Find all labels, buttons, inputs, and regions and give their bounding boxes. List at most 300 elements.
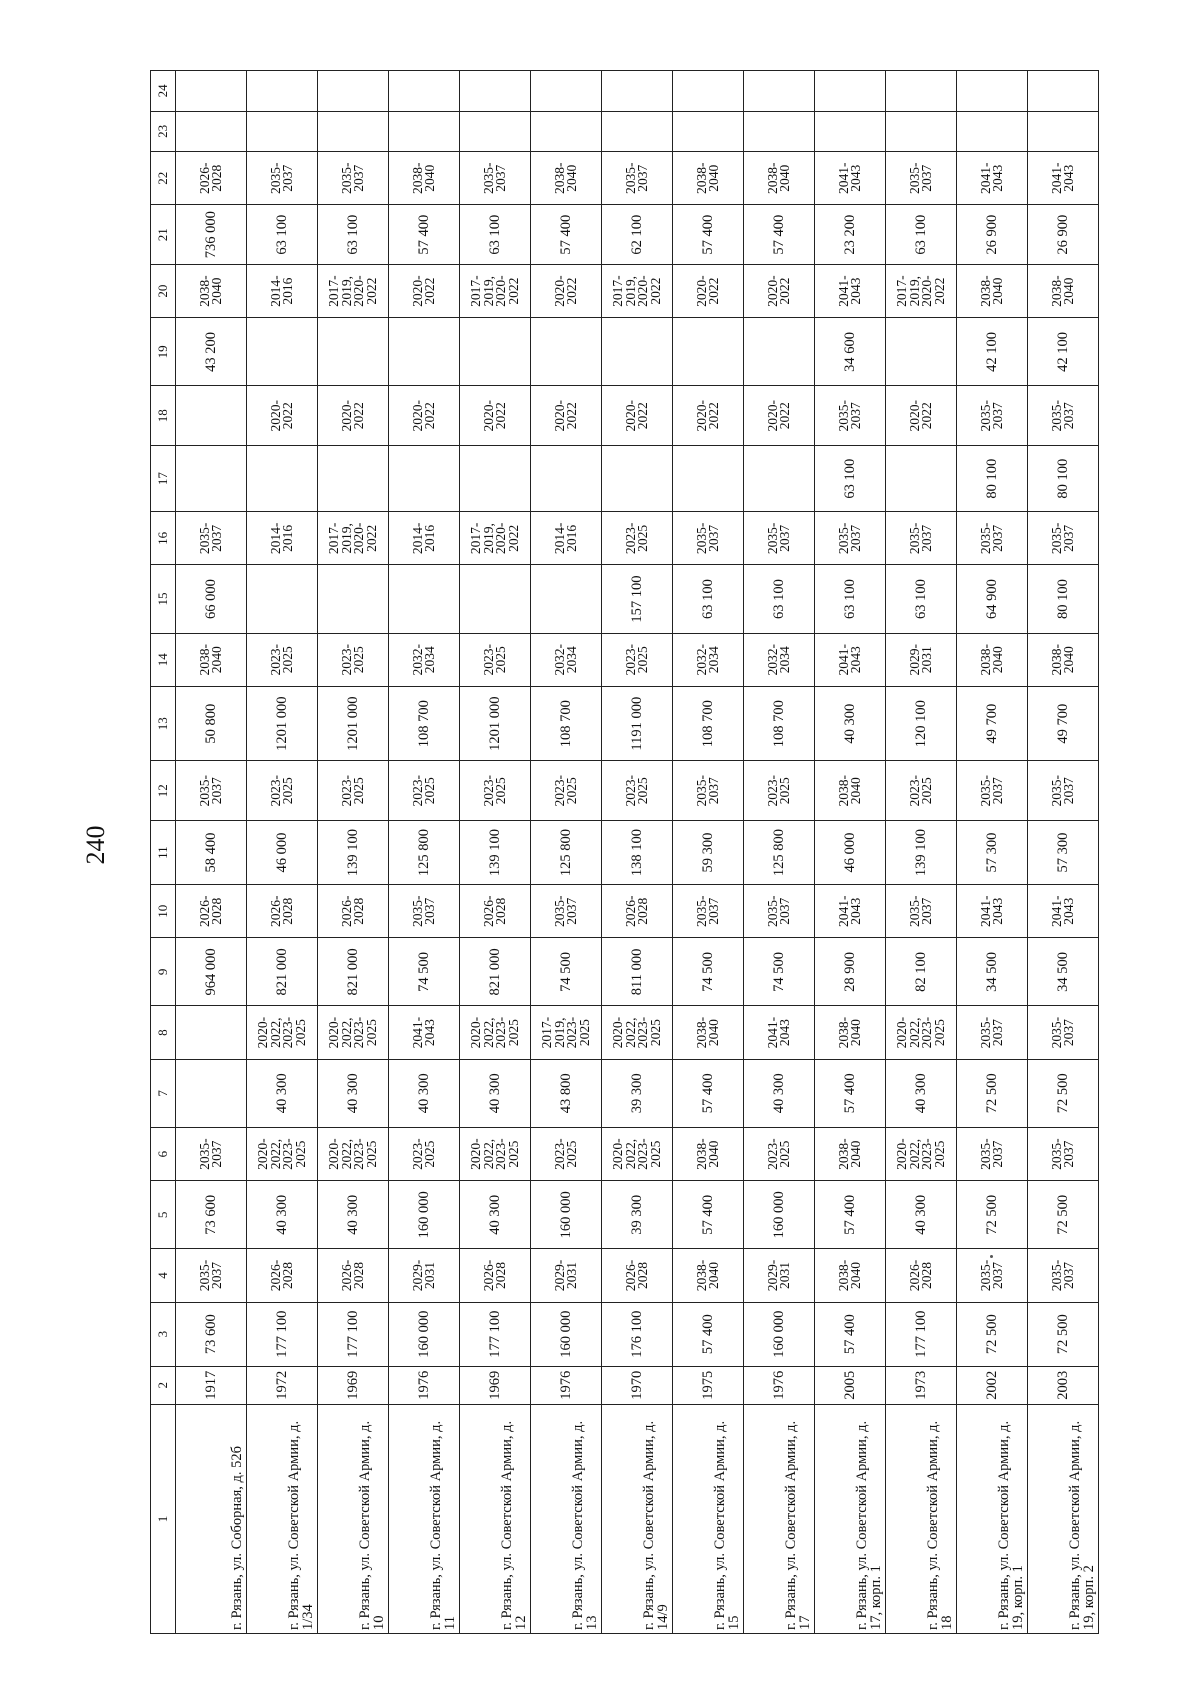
period-cell: 2023-2025	[531, 1127, 602, 1180]
cost-cell	[602, 318, 673, 386]
cost-cell	[886, 71, 957, 112]
period-cell: 2023-2025	[602, 633, 673, 686]
cost-cell	[247, 71, 318, 112]
cost-cell: 40 300	[318, 1059, 389, 1127]
table-row	[673, 71, 744, 1634]
period-cell: 2038-2040	[815, 1006, 886, 1059]
period-cell: 2038-2040	[673, 152, 744, 205]
column-number: 23	[151, 111, 176, 151]
cost-cell: 58 400	[176, 821, 247, 885]
cost-cell	[176, 386, 247, 446]
cost-cell: 160 000	[389, 1302, 460, 1366]
build-year-cell: 1972	[247, 1366, 318, 1404]
period-cell: 2020-2022	[673, 386, 744, 446]
period-cell: 2035-2037	[1028, 512, 1099, 565]
period-cell: 2026-2028	[176, 152, 247, 205]
cost-cell: 821 000	[460, 938, 531, 1006]
address-cell: г. Рязань, ул. Соборная, д. 52б	[176, 1404, 247, 1633]
period-cell: 2026-2028	[886, 1249, 957, 1302]
address-cell: г. Рязань, ул. Советской Армии, д. 17, корп. 1	[815, 1404, 886, 1633]
cost-cell: 72 500	[957, 1059, 1028, 1127]
period-cell: 2017-2019, 2020-2022	[460, 512, 531, 565]
address-cell: г. Рязань, ул. Советской Армии, д. 14/9	[602, 1404, 673, 1633]
column-number-row	[151, 71, 176, 1634]
cost-cell	[318, 565, 389, 633]
period-cell: 2017-2019, 2020-2022	[886, 265, 957, 318]
cost-cell: 57 400	[673, 205, 744, 265]
table-row	[957, 71, 1028, 1634]
cost-cell: 108 700	[531, 686, 602, 761]
period-cell: 2035-2037	[815, 512, 886, 565]
period-cell: 2035-2037	[176, 1127, 247, 1180]
period-cell: 2020-2022, 2023-2025	[247, 1127, 318, 1180]
period-cell: 2035-2037	[247, 152, 318, 205]
cost-cell	[815, 111, 886, 151]
cost-cell	[744, 71, 815, 112]
cost-cell	[176, 1006, 247, 1059]
period-cell: 2038-2040	[673, 1127, 744, 1180]
cost-cell	[460, 446, 531, 512]
period-cell: 2020-2022, 2023-2025	[602, 1127, 673, 1180]
period-cell: 2023-2025	[389, 1127, 460, 1180]
address-cell: г. Рязань, ул. Советской Армии, д. 15	[673, 1404, 744, 1633]
cost-cell	[531, 565, 602, 633]
cost-cell: 57 400	[744, 205, 815, 265]
cost-cell	[389, 111, 460, 151]
cost-cell: 42 100	[1028, 318, 1099, 386]
cost-cell: 63 100	[744, 565, 815, 633]
period-cell: 2017-2019, 2020-2022	[460, 265, 531, 318]
period-cell: 2029-2031	[744, 1249, 815, 1302]
table-row	[1028, 71, 1099, 1634]
cost-cell	[247, 446, 318, 512]
period-cell: 2038-2040	[1028, 265, 1099, 318]
cost-cell	[176, 1059, 247, 1127]
period-cell: 2026-2028	[247, 1249, 318, 1302]
scan-speck	[990, 1255, 993, 1258]
cost-cell	[744, 318, 815, 386]
cost-cell	[886, 446, 957, 512]
period-cell: 2017-2019, 2020-2022	[318, 265, 389, 318]
cost-cell: 74 500	[673, 938, 744, 1006]
cost-cell: 34 500	[957, 938, 1028, 1006]
cost-cell	[602, 71, 673, 112]
cost-cell: 177 100	[886, 1302, 957, 1366]
column-number: 17	[151, 446, 176, 512]
period-cell: 2023-2025	[531, 761, 602, 821]
address-cell: г. Рязань, ул. Советской Армии, д. 1/34	[247, 1404, 318, 1633]
period-cell: 2020-2022	[744, 386, 815, 446]
period-cell: 2035-2037	[744, 512, 815, 565]
build-year-cell: 1917	[176, 1366, 247, 1404]
build-year-cell: 1969	[460, 1366, 531, 1404]
cost-cell	[1028, 111, 1099, 151]
period-cell: 2020-2022, 2023-2025	[460, 1006, 531, 1059]
column-number: 4	[151, 1249, 176, 1302]
cost-cell: 40 300	[744, 1059, 815, 1127]
cost-cell: 63 100	[886, 565, 957, 633]
cost-cell	[389, 565, 460, 633]
period-cell: 2035-2037	[176, 761, 247, 821]
cost-cell: 40 300	[389, 1059, 460, 1127]
period-cell: 2023-2025	[460, 761, 531, 821]
period-cell: 2035-2037	[1028, 386, 1099, 446]
cost-cell: 120 100	[886, 686, 957, 761]
period-cell: 2020-2022	[389, 386, 460, 446]
period-cell: 2023-2025	[247, 761, 318, 821]
cost-cell: 64 900	[957, 565, 1028, 633]
cost-cell	[531, 446, 602, 512]
period-cell: 2020-2022	[460, 386, 531, 446]
period-cell: 2029-2031	[886, 633, 957, 686]
column-number: 19	[151, 318, 176, 386]
period-cell: 2014-2016	[247, 512, 318, 565]
period-cell: 2035-2037	[886, 512, 957, 565]
period-cell: 2020-2022	[247, 386, 318, 446]
period-cell: 2023-2025	[602, 761, 673, 821]
period-cell: 2029-2031	[389, 1249, 460, 1302]
column-number: 22	[151, 152, 176, 205]
period-cell: 2023-2025	[318, 761, 389, 821]
table-row	[815, 71, 886, 1634]
build-year-cell: 2003	[1028, 1366, 1099, 1404]
period-cell: 2017-2019, 2020-2022	[602, 265, 673, 318]
period-cell: 2023-2025	[602, 512, 673, 565]
cost-cell: 57 400	[673, 1181, 744, 1249]
period-cell: 2035-2037	[1028, 1127, 1099, 1180]
cost-cell	[318, 111, 389, 151]
address-cell: г. Рязань, ул. Советской Армии, д. 12	[460, 1404, 531, 1633]
column-number: 6	[151, 1127, 176, 1180]
cost-cell: 40 300	[886, 1181, 957, 1249]
cost-cell: 42 100	[957, 318, 1028, 386]
period-cell: 2035-2037	[176, 1249, 247, 1302]
cost-cell: 108 700	[389, 686, 460, 761]
column-number: 2	[151, 1366, 176, 1404]
address-cell: г. Рязань, ул. Советской Армии, д. 11	[389, 1404, 460, 1633]
cost-cell: 34 500	[1028, 938, 1099, 1006]
cost-cell	[389, 318, 460, 386]
cost-cell: 80 100	[957, 446, 1028, 512]
period-cell: 2038-2040	[673, 1006, 744, 1059]
table-row	[602, 71, 673, 1634]
period-cell: 2020-2022	[318, 386, 389, 446]
cost-cell: 46 000	[247, 821, 318, 885]
cost-cell: 72 500	[1028, 1181, 1099, 1249]
period-cell: 2023-2025	[460, 633, 531, 686]
cost-cell	[744, 446, 815, 512]
cost-cell: 57 400	[815, 1181, 886, 1249]
period-cell: 2014-2016	[531, 512, 602, 565]
period-cell: 2041-2043	[815, 633, 886, 686]
period-cell: 2023-2025	[247, 633, 318, 686]
period-cell: 2041-2043	[1028, 152, 1099, 205]
cost-cell	[247, 565, 318, 633]
period-cell: 2041-2043	[957, 885, 1028, 938]
period-cell: 2020-2022, 2023-2025	[602, 1006, 673, 1059]
cost-cell: 74 500	[744, 938, 815, 1006]
period-cell: 2038-2040	[815, 1127, 886, 1180]
table-row	[247, 71, 318, 1634]
cost-cell: 160 000	[531, 1181, 602, 1249]
cost-cell: 108 700	[673, 686, 744, 761]
period-cell: 2020-2022	[602, 386, 673, 446]
period-cell: 2035-2037	[531, 885, 602, 938]
page-number: 240	[81, 825, 110, 865]
period-cell: 2035-2037	[318, 152, 389, 205]
cost-cell: 736 000	[176, 205, 247, 265]
cost-cell: 34 600	[815, 318, 886, 386]
cost-cell: 59 300	[673, 821, 744, 885]
column-number: 24	[151, 71, 176, 112]
period-cell: 2020-2022, 2023-2025	[247, 1006, 318, 1059]
cost-cell	[460, 565, 531, 633]
period-cell: 2017-2019, 2023-2025	[531, 1006, 602, 1059]
cost-cell: 177 100	[318, 1302, 389, 1366]
period-cell: 2026-2028	[247, 885, 318, 938]
cost-cell: 177 100	[460, 1302, 531, 1366]
table-row	[531, 71, 602, 1634]
period-cell: 2014-2016	[247, 265, 318, 318]
cost-cell: 63 100	[815, 446, 886, 512]
period-cell: 2029-2031	[531, 1249, 602, 1302]
cost-cell: 125 800	[744, 821, 815, 885]
cost-cell: 177 100	[247, 1302, 318, 1366]
period-cell: 2020-2022	[531, 265, 602, 318]
cost-cell: 57 400	[531, 205, 602, 265]
period-cell: 2020-2022, 2023-2025	[460, 1127, 531, 1180]
cost-cell: 811 000	[602, 938, 673, 1006]
cost-cell: 1201 000	[247, 686, 318, 761]
cost-cell: 160 000	[744, 1302, 815, 1366]
period-cell: 2035-2037	[1028, 1006, 1099, 1059]
cost-cell: 1201 000	[460, 686, 531, 761]
period-cell: 2038-2040	[815, 761, 886, 821]
cost-cell: 160 000	[744, 1181, 815, 1249]
column-number: 1	[151, 1404, 176, 1633]
cost-cell	[460, 111, 531, 151]
cost-cell: 160 000	[531, 1302, 602, 1366]
build-year-cell: 1976	[531, 1366, 602, 1404]
cost-cell	[744, 111, 815, 151]
period-cell: 2035-2037	[673, 761, 744, 821]
table-row	[886, 71, 957, 1634]
cost-cell: 108 700	[744, 686, 815, 761]
period-cell: 2020-2022	[673, 265, 744, 318]
cost-cell: 82 100	[886, 938, 957, 1006]
period-cell: 2023-2025	[886, 761, 957, 821]
cost-cell: 74 500	[389, 938, 460, 1006]
cost-cell: 57 300	[957, 821, 1028, 885]
address-cell: г. Рязань, ул. Советской Армии, д. 13	[531, 1404, 602, 1633]
column-number: 9	[151, 938, 176, 1006]
period-cell: 2035-2037	[1028, 1249, 1099, 1302]
period-cell: 2035-2037	[389, 885, 460, 938]
cost-cell: 80 100	[1028, 446, 1099, 512]
cost-cell: 40 300	[815, 686, 886, 761]
cost-cell: 176 100	[602, 1302, 673, 1366]
build-year-cell: 1969	[318, 1366, 389, 1404]
cost-cell: 40 300	[460, 1059, 531, 1127]
period-cell: 2041-2043	[389, 1006, 460, 1059]
build-year-cell: 1973	[886, 1366, 957, 1404]
column-number: 10	[151, 885, 176, 938]
cost-cell: 26 900	[1028, 205, 1099, 265]
cost-cell: 74 500	[531, 938, 602, 1006]
period-cell: 2023-2025	[744, 1127, 815, 1180]
period-cell: 2035-2037	[886, 152, 957, 205]
cost-cell: 821 000	[247, 938, 318, 1006]
cost-cell	[531, 111, 602, 151]
period-cell: 2026-2028	[460, 885, 531, 938]
cost-cell: 50 800	[176, 686, 247, 761]
rotated-table-frame	[150, 70, 1097, 1634]
cost-cell	[389, 71, 460, 112]
cost-cell: 39 300	[602, 1059, 673, 1127]
cost-cell: 63 100	[318, 205, 389, 265]
period-cell: 2038-2040	[673, 1249, 744, 1302]
period-cell: 2035-2037	[886, 885, 957, 938]
period-cell: 2023-2025	[744, 761, 815, 821]
period-cell: 2035-2037	[815, 386, 886, 446]
cost-cell: 80 100	[1028, 565, 1099, 633]
cost-cell: 57 400	[673, 1059, 744, 1127]
cost-cell	[531, 71, 602, 112]
address-cell: г. Рязань, ул. Советской Армии, д. 19, корп. 1	[957, 1404, 1028, 1633]
period-cell: 2014-2016	[389, 512, 460, 565]
column-number: 14	[151, 633, 176, 686]
period-cell: 2023-2025	[318, 633, 389, 686]
period-cell: 2035-2037	[957, 512, 1028, 565]
cost-cell: 139 100	[318, 821, 389, 885]
address-cell: г. Рязань, ул. Советской Армии, д. 17	[744, 1404, 815, 1633]
cost-cell: 40 300	[247, 1181, 318, 1249]
cost-cell	[886, 111, 957, 151]
cost-cell	[602, 111, 673, 151]
cost-cell: 72 500	[957, 1302, 1028, 1366]
period-cell: 2038-2040	[1028, 633, 1099, 686]
period-cell: 2035-2037	[957, 1249, 1028, 1302]
period-cell: 2026-2028	[460, 1249, 531, 1302]
column-number: 11	[151, 821, 176, 885]
column-number: 12	[151, 761, 176, 821]
cost-cell	[318, 318, 389, 386]
address-cell: г. Рязань, ул. Советской Армии, д. 19, корп. 2	[1028, 1404, 1099, 1633]
period-cell: 2020-2022, 2023-2025	[318, 1006, 389, 1059]
cost-cell	[602, 446, 673, 512]
cost-cell: 49 700	[1028, 686, 1099, 761]
cost-cell: 63 100	[815, 565, 886, 633]
cost-cell: 63 100	[460, 205, 531, 265]
cost-cell: 63 100	[247, 205, 318, 265]
period-cell: 2035-2037	[744, 885, 815, 938]
cost-cell: 63 100	[673, 565, 744, 633]
column-number: 3	[151, 1302, 176, 1366]
period-cell: 2035-2037	[957, 761, 1028, 821]
build-year-cell: 2002	[957, 1366, 1028, 1404]
cost-cell	[673, 318, 744, 386]
cost-cell: 1191 000	[602, 686, 673, 761]
period-cell: 2038-2040	[176, 265, 247, 318]
cost-cell: 43 800	[531, 1059, 602, 1127]
table-row	[389, 71, 460, 1634]
cost-cell: 46 000	[815, 821, 886, 885]
build-year-cell: 1976	[744, 1366, 815, 1404]
cost-cell: 57 400	[815, 1059, 886, 1127]
table-row	[318, 71, 389, 1634]
cost-cell: 26 900	[957, 205, 1028, 265]
table-row	[744, 71, 815, 1634]
period-cell: 2032-2034	[389, 633, 460, 686]
period-cell: 2020-2022	[531, 386, 602, 446]
period-cell: 2038-2040	[531, 152, 602, 205]
cost-cell: 72 500	[1028, 1059, 1099, 1127]
cost-cell	[886, 318, 957, 386]
cost-cell: 43 200	[176, 318, 247, 386]
period-cell: 2035-2037	[673, 885, 744, 938]
period-cell: 2035-2037	[957, 386, 1028, 446]
cost-cell	[389, 446, 460, 512]
period-cell: 2026-2028	[176, 885, 247, 938]
period-cell: 2032-2034	[531, 633, 602, 686]
period-cell: 2020-2022, 2023-2025	[886, 1127, 957, 1180]
period-cell: 2020-2022, 2023-2025	[318, 1127, 389, 1180]
cost-cell: 28 900	[815, 938, 886, 1006]
column-number: 16	[151, 512, 176, 565]
cost-cell	[531, 318, 602, 386]
cost-cell: 73 600	[176, 1302, 247, 1366]
period-cell: 2041-2043	[1028, 885, 1099, 938]
period-cell: 2041-2043	[815, 885, 886, 938]
cost-cell: 964 000	[176, 938, 247, 1006]
cost-cell	[673, 111, 744, 151]
column-number: 18	[151, 386, 176, 446]
address-cell: г. Рязань, ул. Советской Армии, д. 10	[318, 1404, 389, 1633]
period-cell: 2026-2028	[318, 1249, 389, 1302]
cost-cell: 139 100	[886, 821, 957, 885]
period-cell: 2035-2037	[957, 1127, 1028, 1180]
period-cell: 2038-2040	[957, 633, 1028, 686]
period-cell: 2020-2022	[389, 265, 460, 318]
period-cell: 2020-2022	[886, 386, 957, 446]
address-cell: г. Рязань, ул. Советской Армии, д. 18	[886, 1404, 957, 1633]
cost-cell: 39 300	[602, 1181, 673, 1249]
period-cell: 2038-2040	[957, 265, 1028, 318]
cost-cell: 138 100	[602, 821, 673, 885]
period-cell: 2023-2025	[389, 761, 460, 821]
cost-cell	[247, 111, 318, 151]
period-cell: 2032-2034	[673, 633, 744, 686]
cost-cell: 72 500	[957, 1181, 1028, 1249]
column-number: 5	[151, 1181, 176, 1249]
cost-cell	[176, 446, 247, 512]
cost-cell	[460, 71, 531, 112]
cost-cell: 73 600	[176, 1181, 247, 1249]
period-cell: 2026-2028	[318, 885, 389, 938]
build-year-cell: 1976	[389, 1366, 460, 1404]
cost-cell: 157 100	[602, 565, 673, 633]
cost-cell	[176, 71, 247, 112]
period-cell: 2038-2040	[176, 633, 247, 686]
cost-cell: 1201 000	[318, 686, 389, 761]
cost-cell	[318, 71, 389, 112]
period-cell: 2041-2043	[815, 265, 886, 318]
cost-cell	[176, 111, 247, 151]
period-cell: 2026-2028	[602, 885, 673, 938]
period-cell: 2038-2040	[744, 152, 815, 205]
column-number: 20	[151, 265, 176, 318]
build-year-cell: 1970	[602, 1366, 673, 1404]
